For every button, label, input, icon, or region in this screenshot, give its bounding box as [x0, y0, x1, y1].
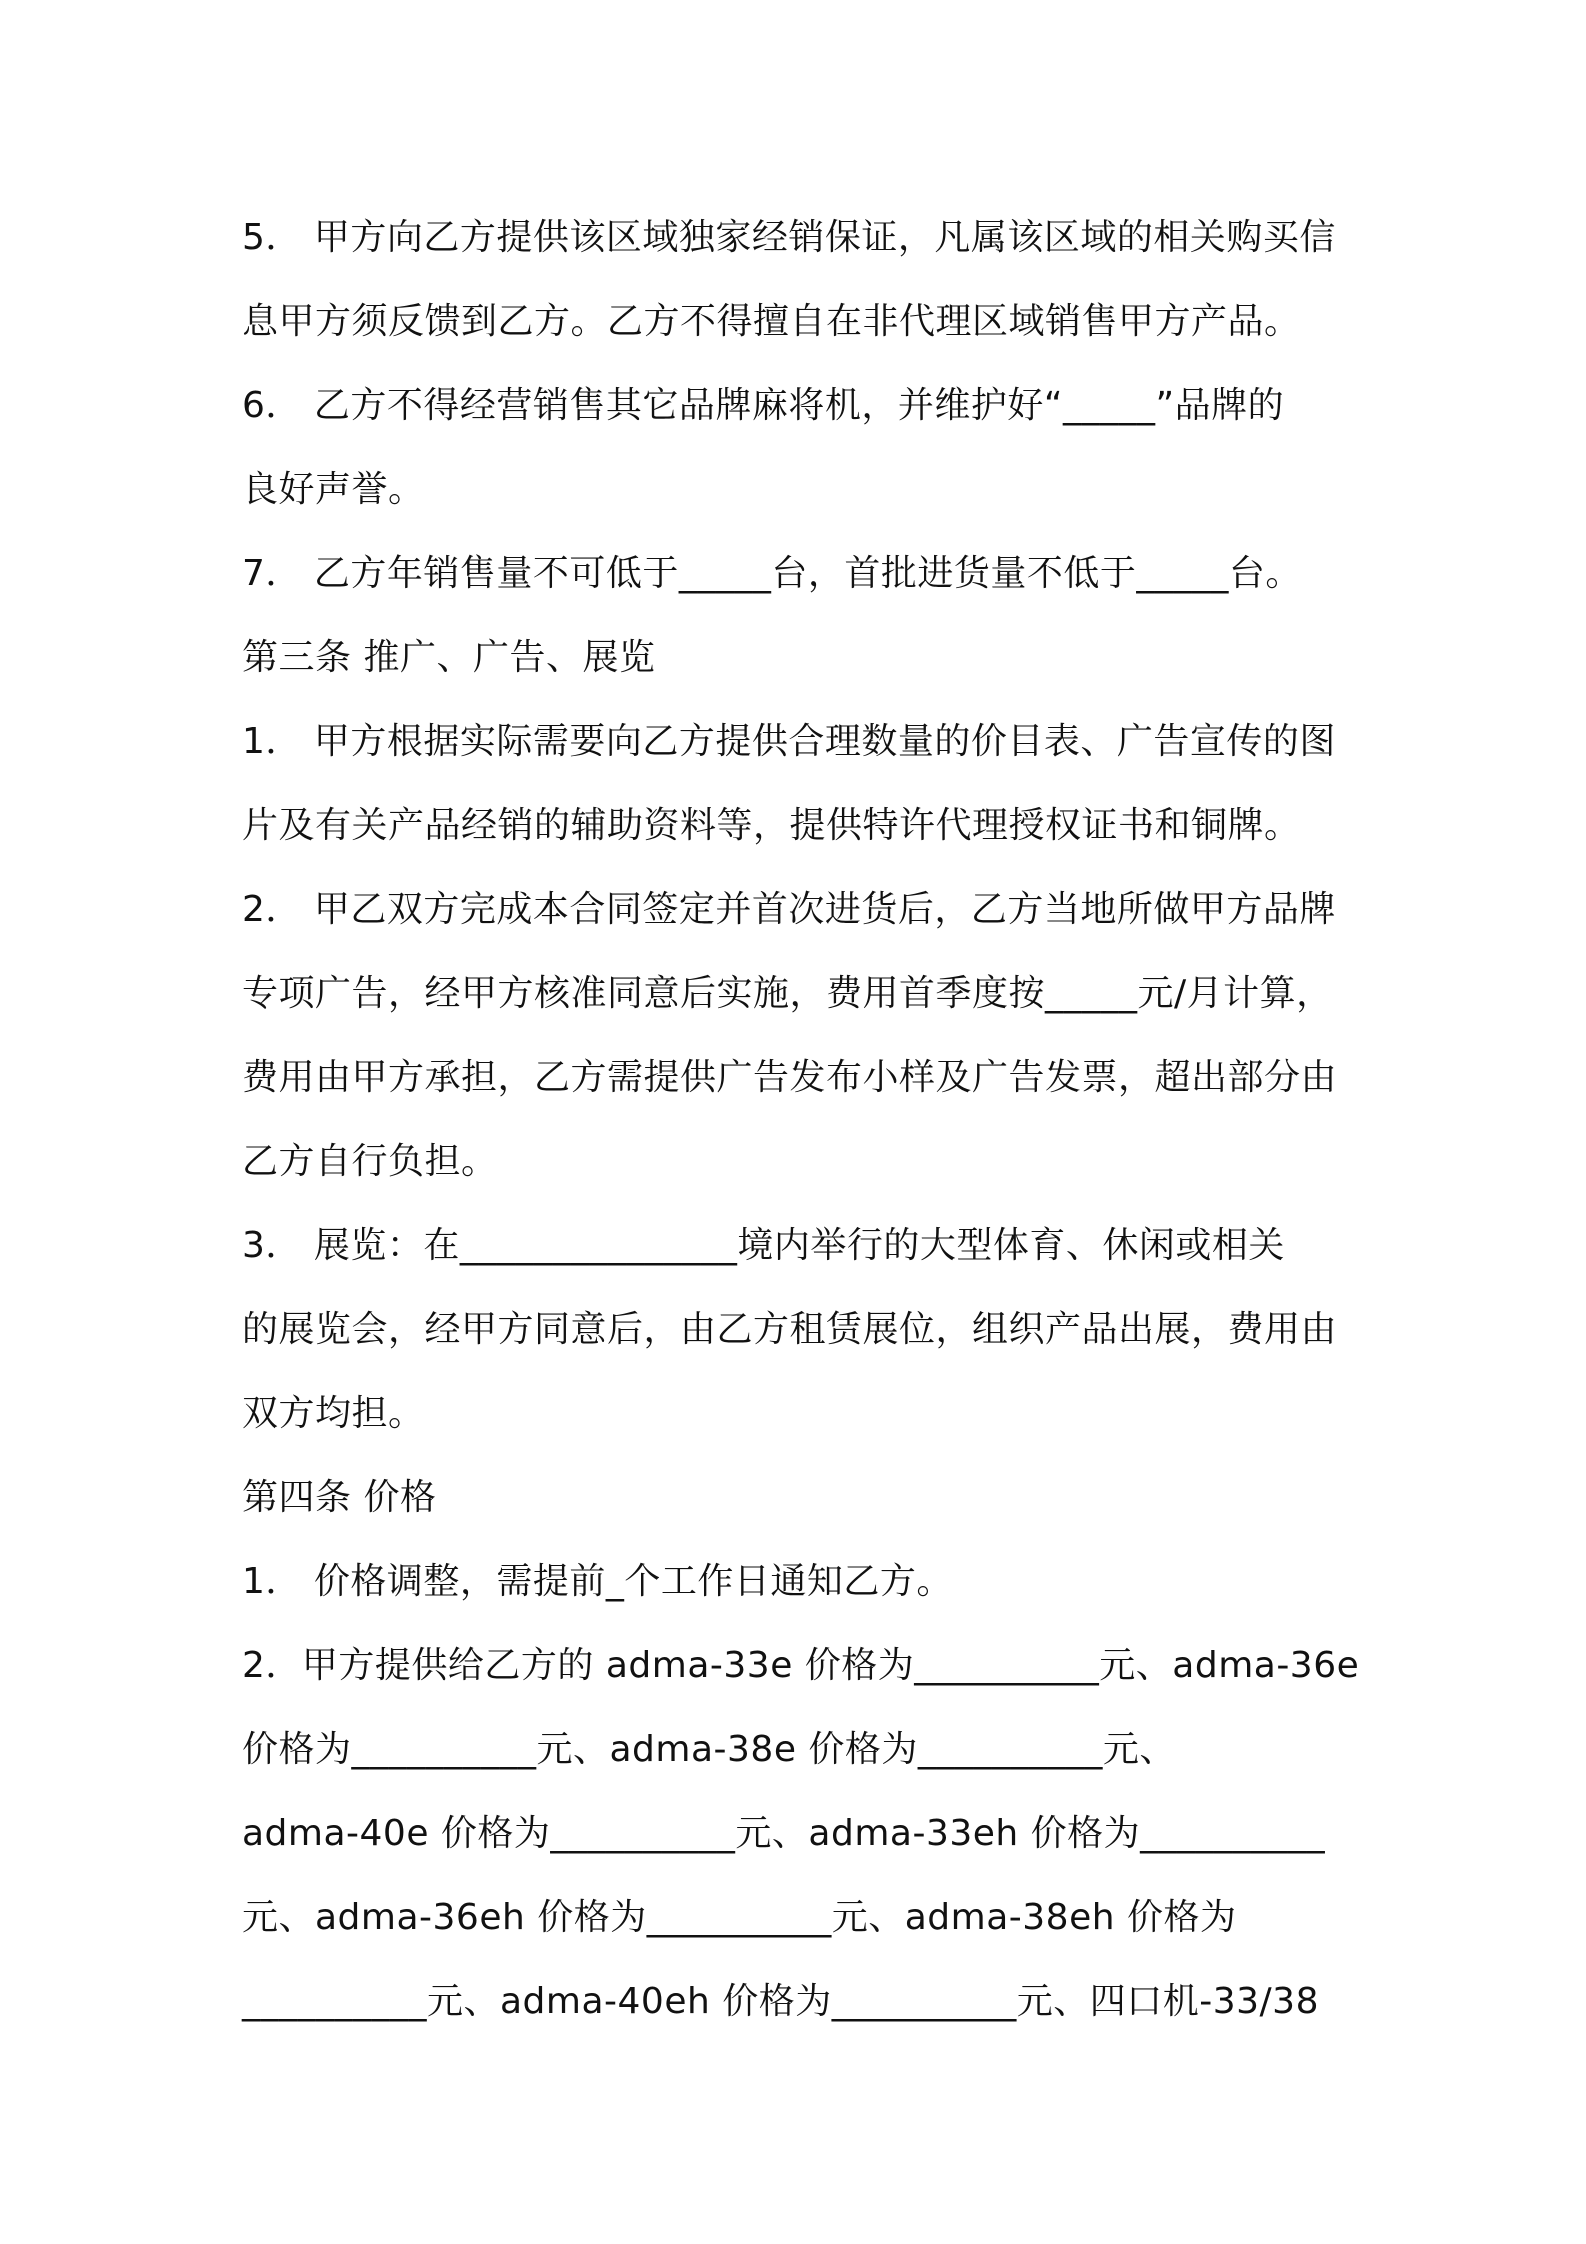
text-line-4-2-part4: 元、adma-36eh 价格为__________元、adma-38eh 价格为	[242, 1897, 1237, 1938]
document-page	[242, 196, 1362, 2044]
section-heading-4: 第四条 价格	[242, 1477, 437, 1518]
text-line-6-part1: 6． 乙方不得经营销售其它品牌麻将机，并维护好“_____”品牌的	[242, 385, 1285, 426]
text-line-7: 7． 乙方年销售量不可低于_____台，首批进货量不低于_____台。	[242, 553, 1302, 594]
text-line-3-1-part1: 1． 甲方根据实际需要向乙方提供合理数量的价目表、广告宣传的图	[242, 721, 1336, 762]
text-line-3-3-part1: 3． 展览：在_______________境内举行的大型体育、休闲或相关	[242, 1225, 1285, 1266]
text-line-6-part2: 良好声誉。	[242, 469, 425, 510]
text-line-4-2-part3: adma-40e 价格为__________元、adma-33eh 价格为__________	[242, 1813, 1326, 1854]
text-line-3-3-part3: 双方均担。	[242, 1393, 425, 1434]
text-line-5-part1: 5． 甲方向乙方提供该区域独家经销保证，凡属该区域的相关购买信	[242, 217, 1336, 258]
text-line-4-2-part2: 价格为__________元、adma-38e 价格为__________元、	[242, 1729, 1176, 1770]
text-line-4-2-part1: 2．甲方提供给乙方的 adma-33e 价格为__________元、adma-36e	[242, 1645, 1360, 1686]
text-line-3-2-part4: 乙方自行负担。	[242, 1141, 498, 1182]
text-line-4-1: 1． 价格调整，需提前_个工作日通知乙方。	[242, 1561, 953, 1602]
text-line-3-1-part2: 片及有关产品经销的辅助资料等，提供特许代理授权证书和铜牌。	[242, 805, 1301, 846]
section-heading-3: 第三条 推广、广告、展览	[242, 637, 656, 678]
text-line-3-2-part1: 2． 甲乙双方完成本合同签定并首次进货后，乙方当地所做甲方品牌	[242, 889, 1336, 930]
text-line-3-3-part2: 的展览会，经甲方同意后，由乙方租赁展位，组织产品出展，费用由	[242, 1309, 1338, 1350]
text-line-4-2-part5: __________元、adma-40eh 价格为__________元、四口机-33/38	[242, 1981, 1319, 2022]
text-line-3-2-part2: 专项广告，经甲方核准同意后实施，费用首季度按_____元/月计算，	[242, 973, 1333, 1014]
text-line-3-2-part3: 费用由甲方承担，乙方需提供广告发布小样及广告发票，超出部分由	[242, 1057, 1338, 1098]
text-line-5-part2: 息甲方须反馈到乙方。乙方不得擅自在非代理区域销售甲方产品。	[242, 301, 1301, 342]
